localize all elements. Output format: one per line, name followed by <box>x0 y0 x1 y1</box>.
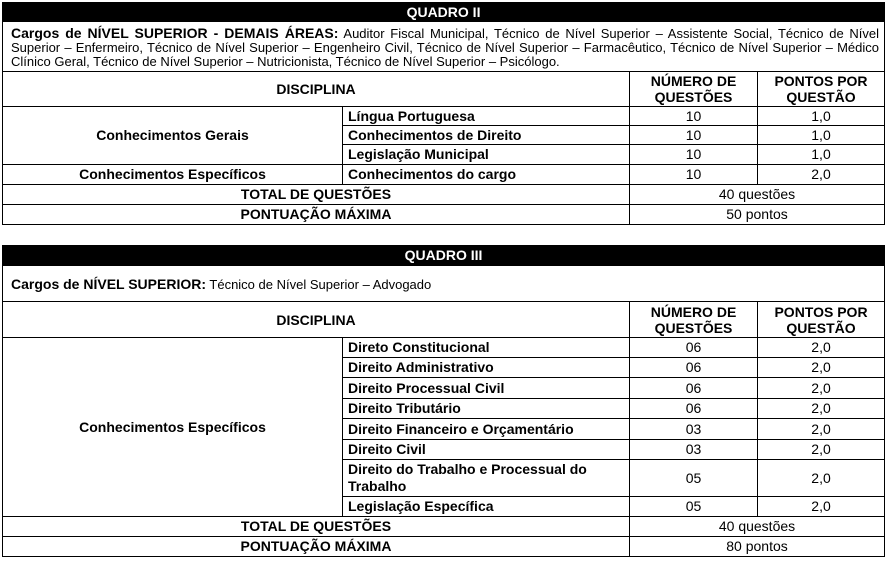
pontuacao-maxima-label: PONTUAÇÃO MÁXIMA <box>3 537 630 557</box>
numero-cell: 06 <box>630 399 758 419</box>
header-numero-questoes: NÚMERO DE QUESTÕES <box>630 302 758 338</box>
table-row <box>3 338 885 358</box>
quadro-iii-title: QUADRO III <box>3 246 885 266</box>
disciplina-cell: Língua Portuguesa <box>343 107 630 126</box>
header-numero-questoes: NÚMERO DE QUESTÕES <box>630 72 758 107</box>
pontos-cell: 2,0 <box>758 440 885 460</box>
numero-cell: 06 <box>630 358 758 378</box>
disciplina-cell: Direito Financeiro e Orçamentário <box>343 419 630 440</box>
pontos-cell: 2,0 <box>758 165 885 185</box>
numero-cell: 05 <box>630 497 758 517</box>
disciplina-cell: Legislação Específica <box>343 497 630 517</box>
table-row <box>3 107 885 126</box>
disciplina-cell: Conhecimentos do cargo <box>343 165 630 185</box>
quadro-ii-table <box>2 2 885 225</box>
table-row <box>3 165 885 185</box>
disciplina-cell: Direito Tributário <box>343 399 630 419</box>
numero-cell: 10 <box>630 145 758 165</box>
cargos-list: Técnico de Nível Superior – Advogado <box>206 276 432 292</box>
cargos-label: Cargos de NÍVEL SUPERIOR - DEMAIS ÁREAS: <box>11 24 339 41</box>
total-questoes-label: TOTAL DE QUESTÕES <box>3 185 630 205</box>
header-disciplina: DISCIPLINA <box>3 72 630 107</box>
disciplina-cell: Direto Constitucional <box>343 338 630 358</box>
pontos-cell: 1,0 <box>758 107 885 126</box>
cargos-label: Cargos de NÍVEL SUPERIOR: <box>11 275 207 292</box>
pontos-cell: 2,0 <box>758 419 885 440</box>
numero-cell: 03 <box>630 419 758 440</box>
quadro-iii-cargos <box>3 266 885 302</box>
quadro-ii-title: QUADRO II <box>3 3 885 22</box>
pontos-cell: 2,0 <box>758 399 885 419</box>
disciplina-cell: Direito Processual Civil <box>343 378 630 399</box>
pontuacao-maxima-value: 50 pontos <box>630 205 885 225</box>
group-conhecimentos-gerais: Conhecimentos Gerais <box>3 107 343 165</box>
total-questoes-value: 40 questões <box>630 185 885 205</box>
numero-cell: 06 <box>630 338 758 358</box>
numero-cell: 10 <box>630 107 758 126</box>
pontos-cell: 2,0 <box>758 460 885 497</box>
pontos-cell: 1,0 <box>758 145 885 165</box>
quadro-ii-cargos <box>3 22 885 72</box>
numero-cell: 10 <box>630 126 758 145</box>
total-questoes-value: 40 questões <box>630 517 885 537</box>
pontos-cell: 2,0 <box>758 358 885 378</box>
pontuacao-maxima-label: PONTUAÇÃO MÁXIMA <box>3 205 630 225</box>
numero-cell: 03 <box>630 440 758 460</box>
group-conhecimentos-especificos: Conhecimentos Específicos <box>3 165 343 185</box>
pontos-cell: 2,0 <box>758 378 885 399</box>
disciplina-cell: Direito Civil <box>343 440 630 460</box>
numero-cell: 10 <box>630 165 758 185</box>
header-pontos-por-questao: PONTOS POR QUESTÃO <box>758 72 885 107</box>
header-pontos-por-questao: PONTOS POR QUESTÃO <box>758 302 885 338</box>
numero-cell: 06 <box>630 378 758 399</box>
pontos-cell: 2,0 <box>758 338 885 358</box>
group-conhecimentos-especificos: Conhecimentos Específicos <box>3 338 343 517</box>
disciplina-cell: Direito Administrativo <box>343 358 630 378</box>
total-questoes-label: TOTAL DE QUESTÕES <box>3 517 630 537</box>
disciplina-cell: Direito do Trabalho e Processual do Trabalho <box>343 460 630 497</box>
header-disciplina: DISCIPLINA <box>3 302 630 338</box>
pontuacao-maxima-value: 80 pontos <box>630 537 885 557</box>
pontos-cell: 1,0 <box>758 126 885 145</box>
disciplina-cell: Conhecimentos de Direito <box>343 126 630 145</box>
disciplina-cell: Legislação Municipal <box>343 145 630 165</box>
numero-cell: 05 <box>630 460 758 497</box>
cargos-list: Auditor Fiscal Municipal, Técnico de Nível Superior – Assistente Social, Técnico de Nível Superior – Enfermeiro, Técnico de Nível Superior – Engenheiro Civil, Técnico de Nível Superior – Farmacêutico, Técnico de Nível Superior – Médico Clínico Geral, Técnico de Nível Superior – Nutricionista, Técnico de Nível Superior – Psicólogo. <box>11 25 880 69</box>
pontos-cell: 2,0 <box>758 497 885 517</box>
quadro-iii-table <box>2 245 885 557</box>
